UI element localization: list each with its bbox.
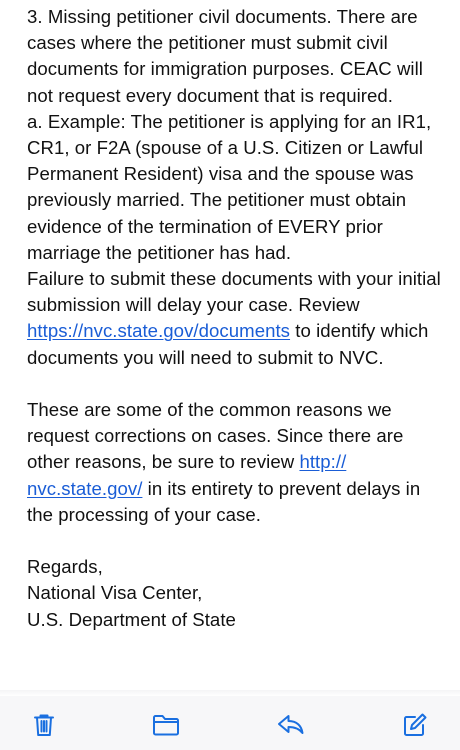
sender-org-line: National Visa Center, [27,582,203,604]
email-body [27,4,447,633]
paragraph-item-3a: a. Example: The petitioner is applying for an IR1, CR1, or F2A (spouse of a U.S. Citizen or Lawful Permanent Resident) visa and the spouse was previously married. The petitioner must obtain evidence of the termination of EVERY prior marriage the petitioner has had. [27,110,432,263]
sender-dept-line: U.S. Department of State [27,608,236,630]
compose-button[interactable] [400,710,430,740]
documents-link[interactable]: https://nvc.state.gov/documents [27,320,291,342]
paragraph-item-3: 3. Missing petitioner civil documents. There are cases where the petitioner must submit civil documents for immigration purposes. CEAC will not request every document that is required. [27,6,423,106]
compose-icon [401,711,429,739]
trash-button[interactable] [29,710,59,740]
move-to-folder-button[interactable] [151,710,181,740]
trash-icon [30,711,58,739]
bottom-toolbar [0,696,460,750]
common-text-before: These are some of the common reasons we request corrections on cases. Since there are other reasons, be sure to review [27,399,404,473]
common-text-after: in its entirety to prevent delays in the processing of your case. [27,477,421,525]
folder-icon [151,711,181,739]
reply-button[interactable] [276,710,306,740]
nvc-link[interactable]: http:// nvc.state.gov/ [27,451,347,499]
paragraph-gap [27,371,447,397]
failure-text-after: to identify which documents you will need to submit to NVC. [27,320,429,368]
paragraph-failure [27,266,447,371]
reply-icon [276,711,306,739]
paragraph-gap [27,528,447,554]
regards-line: Regards, [27,556,103,578]
paragraph-common-reasons [27,397,447,528]
failure-text-before: Failure to submit these documents with your initial submission will delay your case. Review [27,268,441,316]
